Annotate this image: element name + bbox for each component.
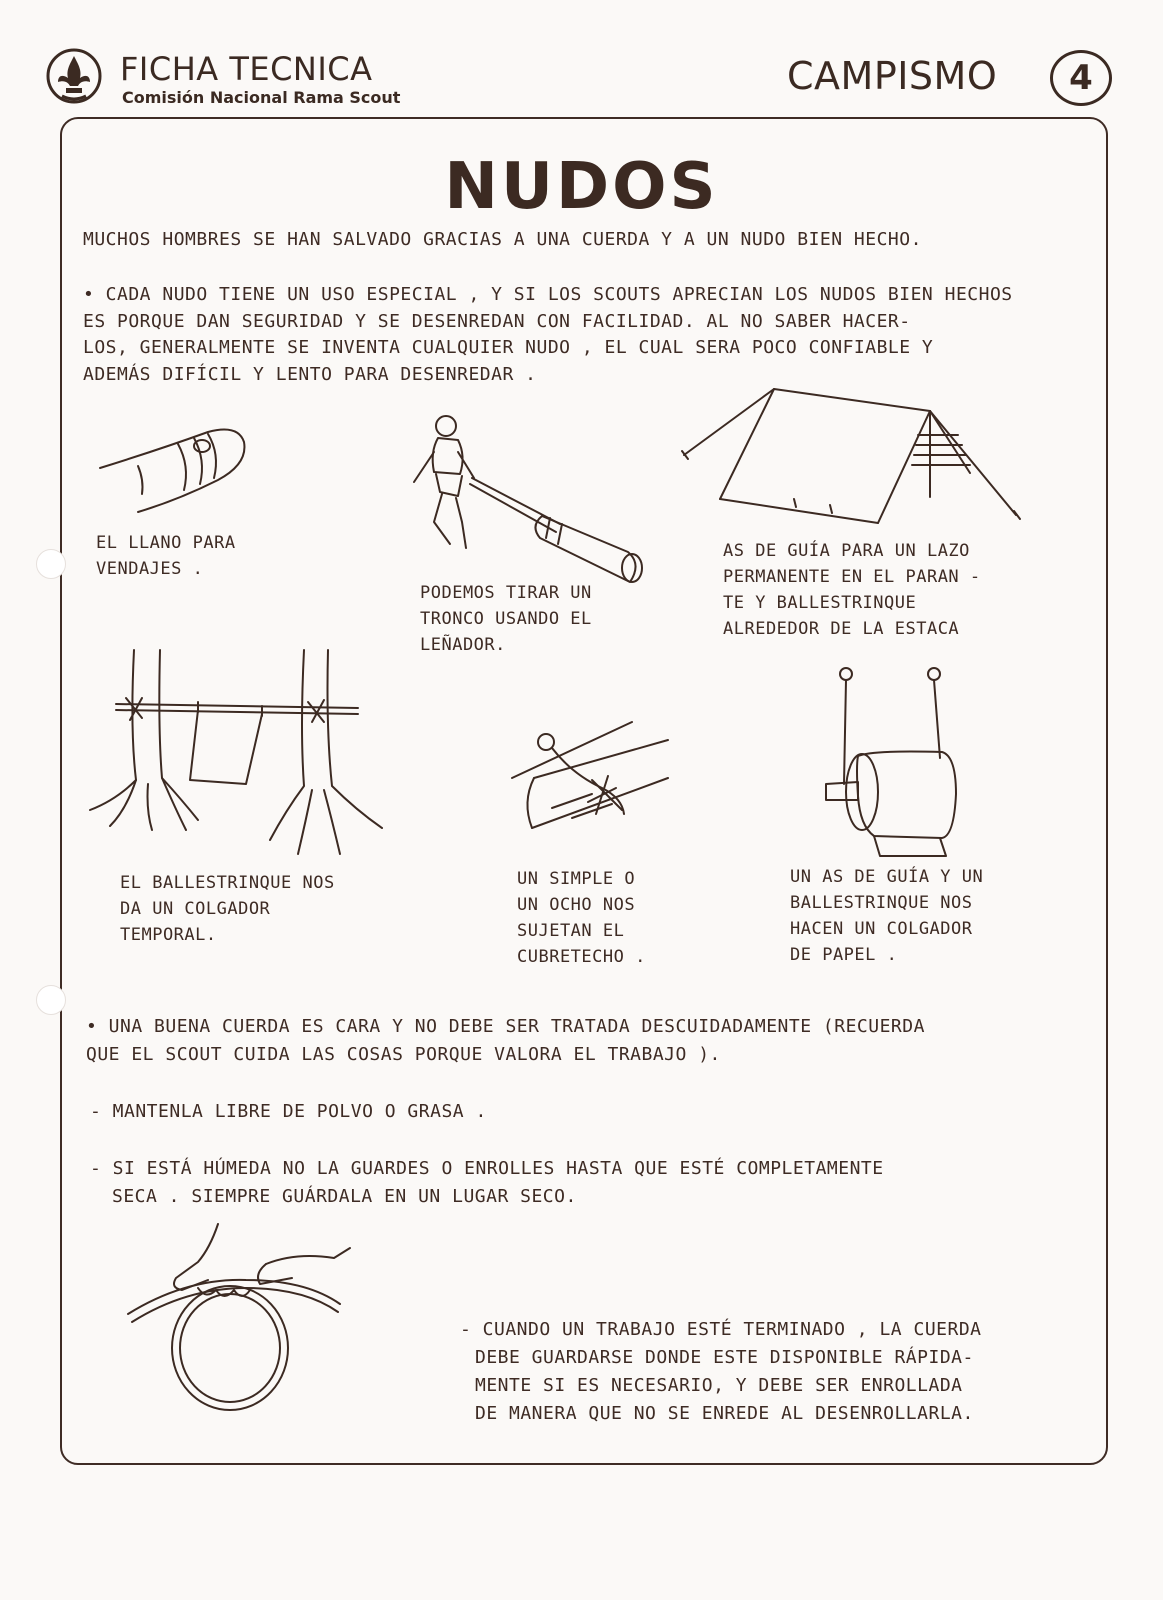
paragraph-knot-uses bbox=[83, 282, 1013, 388]
paragraph-rope-care bbox=[86, 1013, 925, 1069]
caption-post bbox=[517, 866, 646, 970]
bullet-line: SECA . SIEMPRE GUÁRDALA EN UN LUGAR SECO. bbox=[112, 1186, 577, 1207]
post-rope-illustration bbox=[512, 718, 672, 848]
paragraph-line: LOS, GENERALMENTE SE INVENTA CUALQUIER NUDO , EL CUAL SERA POCO CONFIABLE Y bbox=[83, 337, 934, 358]
bandage-illustration bbox=[98, 420, 258, 520]
bullet-wet bbox=[90, 1155, 884, 1211]
scout-emblem-icon bbox=[44, 46, 104, 108]
caption-line: SUJETAN EL bbox=[517, 921, 625, 941]
bullet-line: DEBE GUARDARSE DONDE ESTE DISPONIBLE RÁPIDA- bbox=[475, 1347, 974, 1368]
header-title: FICHA TECNICA bbox=[120, 50, 373, 88]
page-title: NUDOS bbox=[444, 150, 719, 224]
caption-line: BALLESTRINQUE NOS bbox=[790, 893, 973, 913]
paragraph-line: ES PORQUE DAN SEGURIDAD Y SE DESENREDAN CON FACILIDAD. AL NO SABER HACER- bbox=[83, 310, 911, 332]
bullet-line: MENTE SI ES NECESARIO, Y DEBE SER ENROLLADA bbox=[475, 1375, 963, 1396]
trees-clothesline-illustration bbox=[86, 650, 386, 862]
coiled-rope-illustration bbox=[126, 1218, 354, 1418]
caption-line: UN AS DE GUÍA Y UN bbox=[790, 867, 984, 887]
caption-line: EL BALLESTRINQUE NOS bbox=[120, 873, 335, 893]
caption-tent bbox=[723, 538, 981, 642]
caption-line: TEMPORAL. bbox=[120, 925, 217, 945]
bullet-dust: - MANTENLA LIBRE DE POLVO O GRASA . bbox=[90, 1101, 487, 1122]
caption-line: HACEN UN COLGADOR bbox=[790, 919, 973, 939]
section-name: CAMPISMO bbox=[787, 54, 998, 98]
caption-log bbox=[420, 580, 592, 658]
caption-trees bbox=[120, 870, 335, 948]
caption-line: VENDAJES . bbox=[96, 559, 204, 579]
bullet-line: - SI ESTÁ HÚMEDA NO LA GUARDES O ENROLLES HASTA QUE ESTÉ COMPLETAMENTE bbox=[90, 1158, 884, 1179]
section-number-badge: 4 bbox=[1050, 50, 1112, 106]
header-subtitle: Comisión Nacional Rama Scout bbox=[122, 88, 401, 107]
bullet-store bbox=[460, 1316, 982, 1428]
caption-line: UN SIMPLE O bbox=[517, 869, 636, 889]
caption-line: EL LLANO PARA bbox=[96, 533, 236, 553]
caption-paper bbox=[790, 864, 983, 968]
caption-line: TRONCO USANDO EL bbox=[420, 609, 592, 629]
paragraph-line: • CADA NUDO TIENE UN USO ESPECIAL , Y SI LOS SCOUTS APRECIAN LOS NUDOS BIEN HECHOS bbox=[83, 284, 1013, 305]
intro-text: MUCHOS HOMBRES SE HAN SALVADO GRACIAS A UNA CUERDA Y A UN NUDO BIEN HECHO. bbox=[83, 229, 922, 250]
binder-hole bbox=[36, 549, 66, 579]
paragraph-line: QUE EL SCOUT CUIDA LAS COSAS PORQUE VALORA EL TRABAJO ). bbox=[86, 1044, 721, 1065]
caption-line: LEÑADOR. bbox=[420, 635, 506, 655]
caption-bandage bbox=[96, 530, 236, 582]
paper-holder-illustration bbox=[822, 666, 972, 856]
caption-line: PERMANENTE EN EL PARAN - bbox=[723, 567, 981, 587]
binder-hole bbox=[36, 985, 66, 1015]
bullet-line: DE MANERA QUE NO SE ENREDE AL DESENROLLARLA. bbox=[475, 1403, 974, 1424]
caption-line: AS DE GUÍA PARA UN LAZO bbox=[723, 541, 970, 561]
caption-line: ALREDEDOR DE LA ESTACA bbox=[723, 619, 960, 639]
paragraph-line: • UNA BUENA CUERDA ES CARA Y NO DEBE SER TRATADA DESCUIDADAMENTE (RECUERDA bbox=[86, 1016, 925, 1037]
tent-illustration bbox=[680, 385, 1025, 540]
caption-line: DE PAPEL . bbox=[790, 945, 898, 965]
caption-line: TE Y BALLESTRINQUE bbox=[723, 593, 917, 613]
caption-line: DA UN COLGADOR bbox=[120, 899, 271, 919]
caption-line: CUBRETECHO . bbox=[517, 947, 646, 967]
paragraph-line: ADEMÁS DIFÍCIL Y LENTO PARA DESENREDAR . bbox=[83, 363, 537, 385]
bullet-line: - CUANDO UN TRABAJO ESTÉ TERMINADO , LA CUERDA bbox=[460, 1319, 982, 1340]
caption-line: PODEMOS TIRAR UN bbox=[420, 583, 592, 603]
caption-line: UN OCHO NOS bbox=[517, 895, 636, 915]
log-pulling-illustration bbox=[410, 412, 650, 592]
